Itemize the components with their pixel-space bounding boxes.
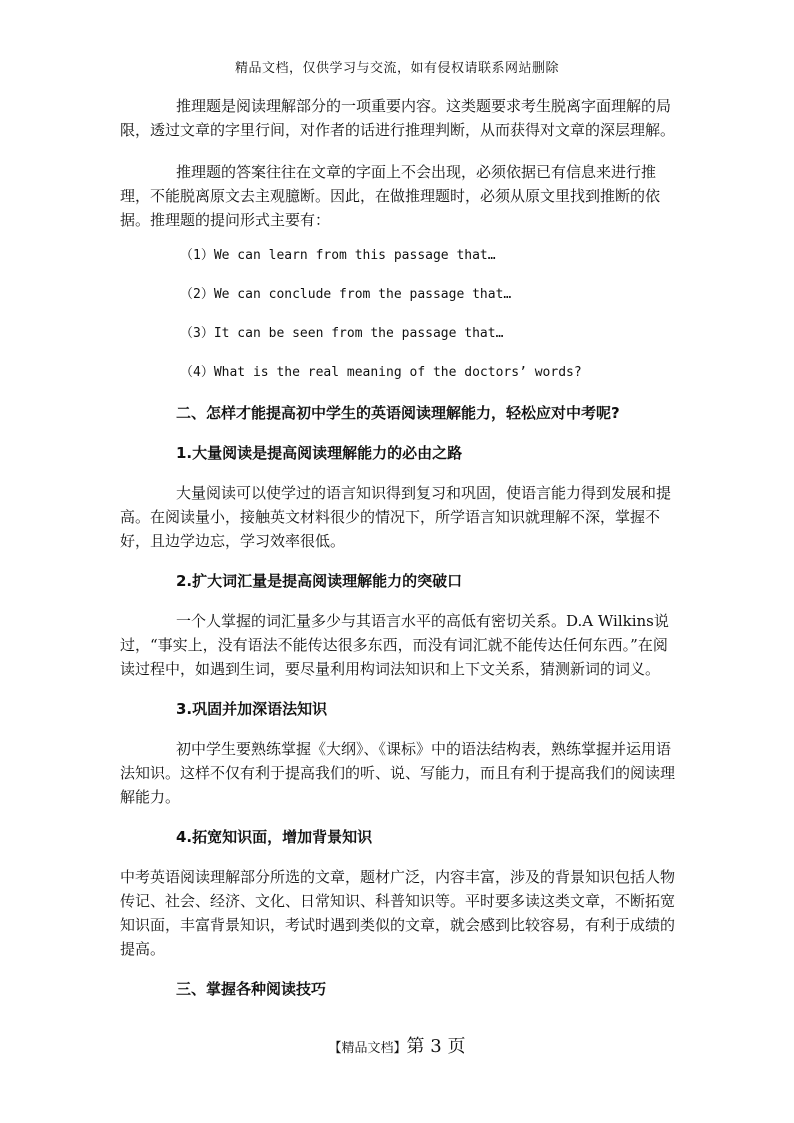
question-form-1: （1）We can learn from this passage that… — [180, 248, 496, 263]
subsection-title-3: 3.巩固并加深语法知识 — [176, 700, 328, 718]
question-form-3: （3）It can be seen from the passage that… — [180, 326, 504, 341]
question-form-4: （4）What is the real meaning of the doctors’ words? — [180, 365, 582, 380]
subsection-text-3: 初中学生要熟练掌握《大纲》、《课标》中的语法结构表，熟练掌握并运用语法知识。这样不仅有利于提高我们的听、说、写能力，而且有利于提高我们的阅读理解能力。 — [120, 740, 676, 806]
footer-tag: 【精品文档】 — [328, 1041, 407, 1056]
subsection-title-4: 4.拓宽知识面，增加背景知识 — [176, 828, 373, 846]
page-header: 精品文档，仅供学习与交流，如有侵权请联系网站删除 — [234, 61, 559, 76]
page-content — [120, 94, 680, 1001]
section-heading-2: 二、怎样才能提高初中学生的英语阅读理解能力，轻松应对中考呢? — [176, 404, 620, 422]
subsection-text-4: 中考英语阅读理解部分所选的文章，题材广泛，内容丰富，涉及的背景知识包括人物传记、社会、经济、文化、日常知识、科普知识等。平时要多读这类文章，不断拓宽知识面，丰富背景知识，考试时遇到类似的文章，就会感到比较容易，有利于成绩的提高。 — [120, 868, 676, 958]
subsection-title-2: 2.扩大词汇量是提高阅读理解能力的突破口 — [176, 572, 463, 590]
page-footer — [0, 1032, 794, 1058]
paragraph-inference-intro: 推理题是阅读理解部分的一项重要内容。这类题要求考生脱离字面理解的局限，透过文章的字里行间，对作者的话进行推理判断，从而获得对文章的深层理解。 — [120, 97, 676, 139]
subsection-text-2: 一个人掌握的词汇量多少与其语言水平的高低有密切关系。D.A Wilkins说过，“事实上，没有语法不能传达很多东西，而没有词汇就不能传达任何东西。”在阅读过程中，如遇到生词，要尽量利用构词法知识和上下文关系，猜测新词的词义。 — [120, 612, 669, 678]
paragraph-inference-answer: 推理题的答案往往在文章的字面上不会出现，必须依据已有信息来进行推理，不能脱离原文去主观臆断。因此，在做推理题时，必须从原文里找到推断的依据。推理题的提问形式主要有： — [120, 163, 661, 229]
subsection-text-1: 大量阅读可以使学过的语言知识得到复习和巩固，使语言能力得到发展和提高。在阅读量小，接触英文材料很少的情况下，所学语言知识就理解不深，掌握不好，且边学边忘，学习效率很低。 — [120, 484, 672, 550]
question-form-2: （2）We can conclude from the passage that… — [180, 287, 512, 302]
page-number: 第 3 页 — [406, 1036, 466, 1057]
subsection-title-1: 1.大量阅读是提高阅读理解能力的必由之路 — [176, 444, 463, 462]
section-heading-3: 三、掌握各种阅读技巧 — [176, 980, 327, 998]
